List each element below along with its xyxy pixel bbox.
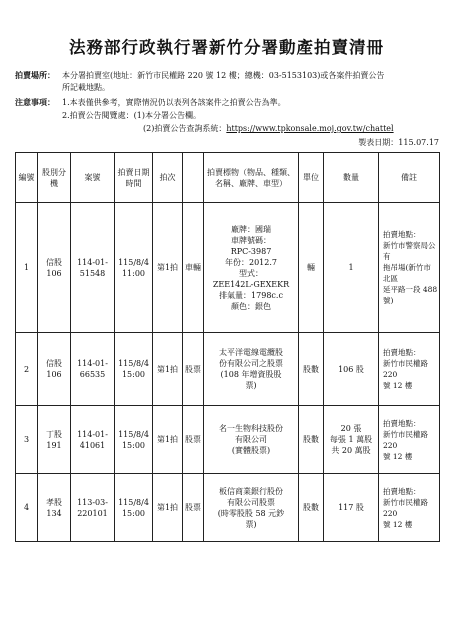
chattel-url-link[interactable]: https://www.tpkonsale.moj.gov.tw/chattel [226, 124, 394, 133]
header-auction-time: 拍賣日期時間 [115, 153, 153, 203]
cell-round: 第1拍 [153, 474, 183, 542]
cell-unit: 股數 [299, 333, 324, 406]
cell-auction-time: 115/8/4 15:00 [115, 474, 153, 542]
cell-auction-time: 115/8/4 11:00 [115, 203, 153, 333]
cell-remark: 拍賣地點： 新竹市民權路 220 號 12 樓 [379, 333, 440, 406]
location-line2: 所記載地點。 [62, 83, 110, 92]
header-round: 拍次 [153, 153, 183, 203]
cell-case-no: 114-01-41061 [71, 406, 115, 474]
cell-no: 1 [16, 203, 38, 333]
table-row [16, 474, 440, 542]
notice-1: 1.本表僅供參考，實際情況仍以表列各該案件之拍賣公告為準。 [62, 98, 286, 107]
cell-round: 第1拍 [153, 406, 183, 474]
cell-auction-time: 115/8/4 15:00 [115, 406, 153, 474]
table-row [16, 406, 440, 474]
cell-auction-time: 115/8/4 15:00 [115, 333, 153, 406]
cell-qty: 106 股 [324, 333, 379, 406]
notice-2: 2.拍賣公告閱覽處：(1)本分署公告欄。 [62, 111, 201, 120]
auction-table [15, 152, 440, 542]
cell-type: 股票 [183, 333, 204, 406]
cell-remark: 拍賣地點： 新竹市民權路 220 號 12 樓 [379, 474, 440, 542]
cell-category: 丁股191 [38, 406, 71, 474]
cell-case-no: 114-01-66535 [71, 333, 115, 406]
location-line1: 本分署拍賣室(地址：新竹市民權路 220 號 12 樓；總機：03-5153103)或各案件拍賣公告 [62, 71, 385, 80]
location-label: 拍賣場所： [15, 70, 55, 80]
header-remark: 備註 [379, 153, 440, 203]
cell-qty: 117 股 [324, 474, 379, 542]
header-no: 編號 [16, 153, 38, 203]
notice-3-label: (2)拍賣公告查詢系統： [143, 124, 227, 133]
cell-item: 板信商業銀行股份 有限公司股票 (時零股股 58 元鈔 票) [204, 474, 299, 542]
table-header-row [16, 153, 440, 203]
cell-unit: 輛 [299, 203, 324, 333]
table-row [16, 333, 440, 406]
cell-type: 股票 [183, 474, 204, 542]
cell-no: 3 [16, 406, 38, 474]
cell-item: 太平洋電線電纜股 份有限公司之股票 (108 年增資股股 票) [204, 333, 299, 406]
header-type [183, 153, 204, 203]
cell-type: 股票 [183, 406, 204, 474]
cell-remark: 拍賣地點： 新竹市民權路 220 號 12 樓 [379, 406, 440, 474]
cell-item: 名一生物科技股份 有限公司 (實體股票) [204, 406, 299, 474]
cell-round: 第1拍 [153, 203, 183, 333]
cell-unit: 股數 [299, 406, 324, 474]
cell-unit: 股數 [299, 474, 324, 542]
header-unit: 單位 [299, 153, 324, 203]
notice-3 [143, 123, 394, 134]
header-case-no: 案號 [71, 153, 115, 203]
cell-round: 第1拍 [153, 333, 183, 406]
cell-type: 車輛 [183, 203, 204, 333]
table-row [16, 203, 440, 333]
cell-case-no: 114-01-51548 [71, 203, 115, 333]
cell-no: 2 [16, 333, 38, 406]
header-qty: 數量 [324, 153, 379, 203]
document-title: 法務部行政執行署新竹分署動產拍賣清冊 [69, 38, 384, 57]
cell-no: 4 [16, 474, 38, 542]
cell-qty: 1 [324, 203, 379, 333]
cell-remark: 拍賣地點： 新竹市警察局公有 拖吊場(新竹市北區 延平路一段 488 號) [379, 203, 440, 333]
header-item: 拍賣標物（物品、種類、名稱、廠牌、車型） [204, 153, 299, 203]
cell-qty: 20 張 每張 1 萬股 共 20 萬股 [324, 406, 379, 474]
cell-category: 信股106 [38, 333, 71, 406]
cell-case-no: 113-03-220101 [71, 474, 115, 542]
cell-category: 信股106 [38, 203, 71, 333]
notice-label: 注意事項： [15, 97, 55, 107]
header-category: 股別分機 [38, 153, 71, 203]
cell-category: 孝股134 [38, 474, 71, 542]
print-date: 製表日期：115.07.17 [358, 138, 439, 147]
cell-item: 廠牌：國瑞 車牌號碼： RPC-3987 年份：2012.7 型式： ZEE142L-GEXEKR 排氣量：1798c.c 顏色：銀色 [204, 203, 299, 333]
